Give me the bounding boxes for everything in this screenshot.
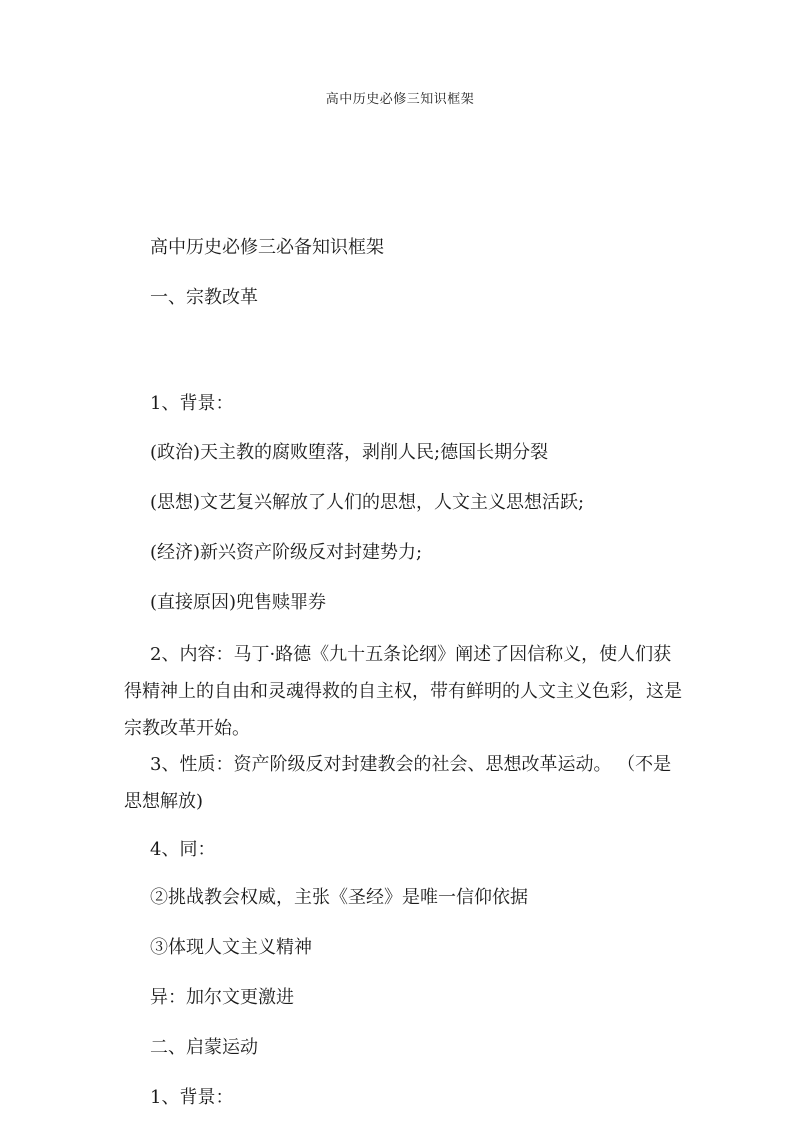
page-header-title: 高中历史必修三知识框架 (325, 92, 475, 107)
background-item-thought: (思想)文艺复兴解放了人们的思想，人文主义思想活跃; (150, 492, 585, 513)
section-heading-enlightenment: 二、启蒙运动 (150, 1037, 258, 1058)
nature-paragraph: 3、性质：资产阶级反对封建教会的社会、思想改革运动。 （不是思想解放) (124, 754, 672, 812)
document-title: 高中历史必修三必备知识框架 (150, 237, 384, 258)
content-paragraph: 2、内容：马丁·路德《九十五条论纲》阐述了因信称义，使人们获得精神上的自由和灵魂得救的自主权，带有鲜明的人文主义色彩，这是宗教改革开始。 (124, 644, 682, 739)
similarity-item-authority: ②挑战教会权威，主张《圣经》是唯一信仰依据 (150, 887, 528, 908)
background-item-political: (政治)天主教的腐败堕落，剥削人民;德国长期分裂 (150, 442, 549, 463)
section-heading-reformation: 一、宗教改革 (150, 287, 258, 308)
similarity-item-humanism: ③体现人文主义精神 (150, 937, 312, 958)
background-label: 1、背景： (150, 393, 234, 414)
background-item-direct-cause: (直接原因)兜售赎罪券 (150, 592, 327, 613)
difference-line: 异：加尔文更激进 (150, 987, 294, 1008)
enlightenment-background-label: 1、背景： (150, 1087, 234, 1108)
similarity-label: 4、同： (150, 839, 216, 860)
background-item-economic: (经济)新兴资产阶级反对封建势力; (150, 542, 423, 563)
